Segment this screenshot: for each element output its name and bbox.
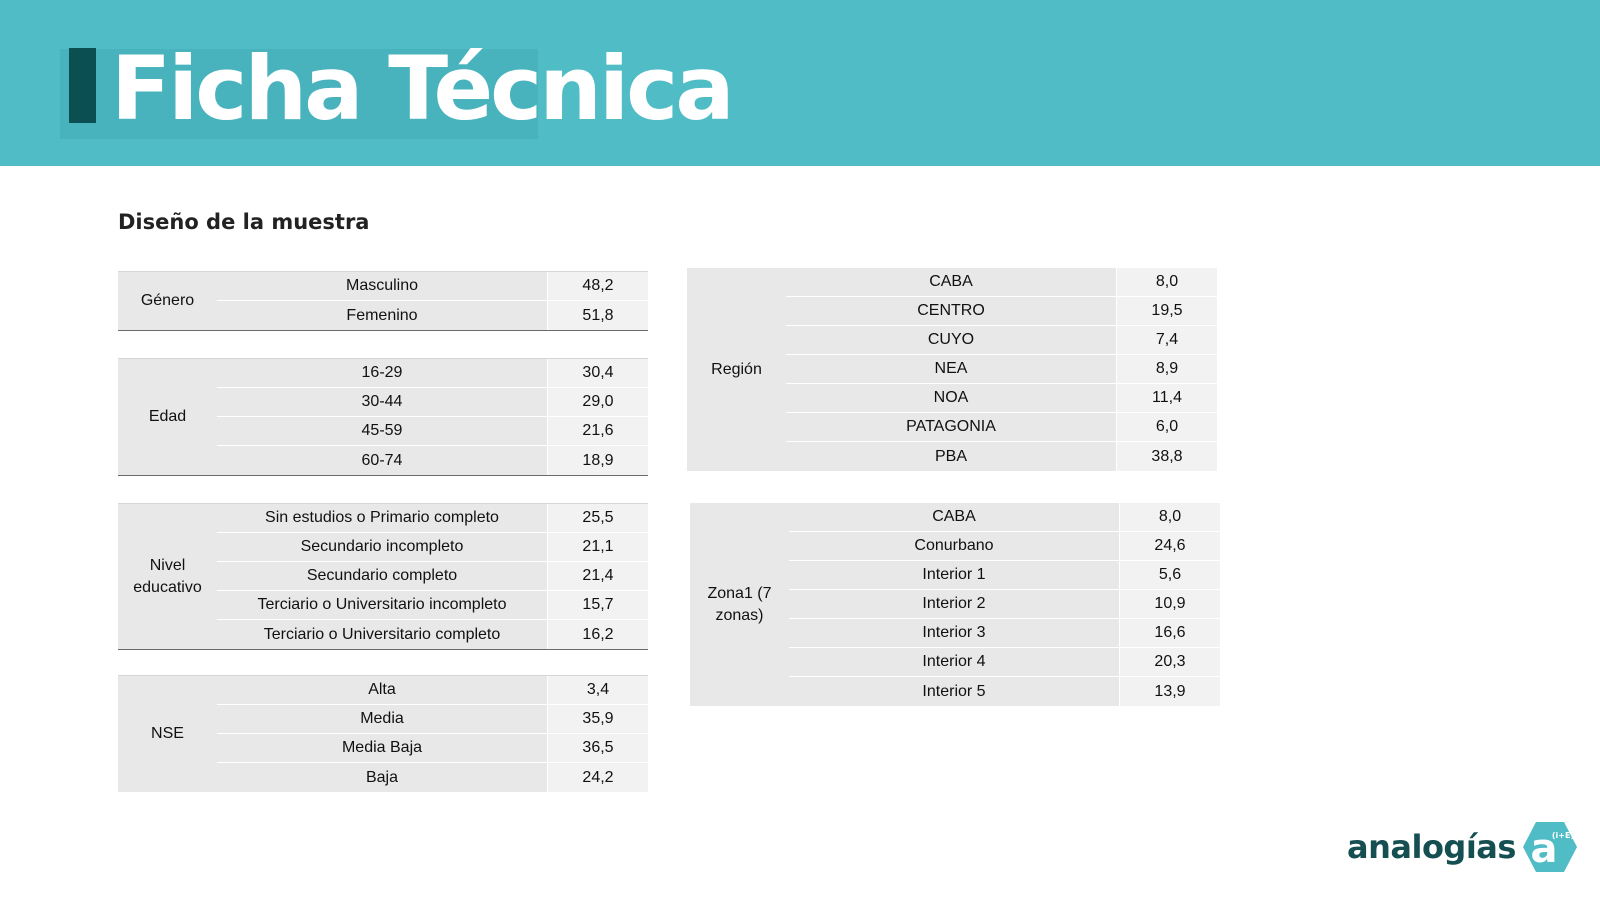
table-genero [118, 271, 648, 331]
table-row [217, 705, 648, 734]
table-row [217, 763, 648, 792]
table-row [786, 413, 1217, 442]
section-title: Diseño de la muestra [118, 210, 370, 234]
group-label: Género [118, 272, 217, 330]
category-cell: Conurbano [789, 532, 1119, 560]
table-row [217, 446, 648, 475]
table-row [217, 562, 648, 591]
category-cell: Masculino [217, 272, 547, 300]
category-cell: Secundario incompleto [217, 533, 547, 561]
category-cell: Media [217, 705, 547, 733]
value-cell: 16,6 [1119, 619, 1220, 647]
table-zona [690, 503, 1220, 706]
table-nivel-educativo [118, 503, 648, 650]
value-cell: 29,0 [547, 388, 648, 416]
category-cell: CABA [789, 503, 1119, 531]
group-label [118, 504, 217, 649]
value-cell: 6,0 [1116, 413, 1217, 441]
value-cell: 21,4 [547, 562, 648, 590]
value-cell: 30,4 [547, 359, 648, 387]
table-row [217, 272, 648, 301]
category-cell: Terciario o Universitario completo [217, 620, 547, 649]
table-rows [789, 503, 1220, 706]
group-label: Región [687, 268, 786, 471]
category-cell: 30-44 [217, 388, 547, 416]
table-row [217, 533, 648, 562]
group-label-line: educativo [133, 578, 202, 596]
value-cell: 20,3 [1119, 648, 1220, 676]
category-cell: Interior 1 [789, 561, 1119, 589]
value-cell: 24,6 [1119, 532, 1220, 560]
value-cell: 51,8 [547, 301, 648, 330]
table-row [786, 326, 1217, 355]
category-cell: Sin estudios o Primario completo [217, 504, 547, 532]
value-cell: 8,9 [1116, 355, 1217, 383]
category-cell: CUYO [786, 326, 1116, 354]
group-label [690, 503, 789, 706]
category-cell: PATAGONIA [786, 413, 1116, 441]
value-cell: 19,5 [1116, 297, 1217, 325]
category-cell: 16-29 [217, 359, 547, 387]
table-row [217, 388, 648, 417]
table-nse [118, 675, 648, 792]
category-cell: Secundario completo [217, 562, 547, 590]
category-cell: CABA [786, 268, 1116, 296]
value-cell: 15,7 [547, 591, 648, 619]
table-region [687, 268, 1217, 471]
value-cell: 25,5 [547, 504, 648, 532]
category-cell: Alta [217, 676, 547, 704]
table-row [789, 561, 1220, 590]
table-row [789, 590, 1220, 619]
table-rows [217, 272, 648, 330]
value-cell: 16,2 [547, 620, 648, 649]
value-cell: 8,0 [1119, 503, 1220, 531]
value-cell: 3,4 [547, 676, 648, 704]
table-row [786, 355, 1217, 384]
category-cell: NOA [786, 384, 1116, 412]
value-cell: 7,4 [1116, 326, 1217, 354]
value-cell: 21,6 [547, 417, 648, 445]
group-label-line: zonas) [715, 606, 764, 624]
group-label-line: Nivel [149, 556, 186, 574]
value-cell: 38,8 [1116, 442, 1217, 471]
logo-hexagon-icon [1522, 820, 1578, 874]
value-cell: 36,5 [547, 734, 648, 762]
table-row [217, 591, 648, 620]
group-label-line: Zona1 (7 [707, 584, 772, 602]
value-cell: 11,4 [1116, 384, 1217, 412]
table-row [217, 417, 648, 446]
category-cell: CENTRO [786, 297, 1116, 325]
category-cell: Femenino [217, 301, 547, 330]
value-cell: 5,6 [1119, 561, 1220, 589]
title-accent-bar [69, 48, 96, 123]
group-label: Edad [118, 359, 217, 475]
category-cell: 45-59 [217, 417, 547, 445]
table-row [217, 359, 648, 388]
table-row [786, 268, 1217, 297]
table-rows [217, 504, 648, 649]
value-cell: 48,2 [547, 272, 648, 300]
value-cell: 13,9 [1119, 677, 1220, 706]
category-cell: Interior 4 [789, 648, 1119, 676]
value-cell: 8,0 [1116, 268, 1217, 296]
value-cell: 35,9 [547, 705, 648, 733]
category-cell: Interior 2 [789, 590, 1119, 618]
table-row [786, 384, 1217, 413]
brand-logo [1347, 820, 1578, 874]
page-title: Ficha Técnica [111, 37, 732, 140]
table-row [789, 677, 1220, 706]
value-cell: 10,9 [1119, 590, 1220, 618]
table-row [789, 619, 1220, 648]
category-cell: PBA [786, 442, 1116, 471]
table-row [786, 442, 1217, 471]
table-row [217, 301, 648, 330]
table-row [789, 503, 1220, 532]
table-row [217, 620, 648, 649]
table-row [217, 734, 648, 763]
logo-mark-letter: a [1530, 826, 1558, 872]
value-cell: 21,1 [547, 533, 648, 561]
table-rows [217, 676, 648, 792]
category-cell: NEA [786, 355, 1116, 383]
category-cell: Baja [217, 763, 547, 792]
table-row [789, 648, 1220, 677]
category-cell: Terciario o Universitario incompleto [217, 591, 547, 619]
table-edad [118, 358, 648, 476]
category-cell: Media Baja [217, 734, 547, 762]
value-cell: 18,9 [547, 446, 648, 475]
category-cell: Interior 3 [789, 619, 1119, 647]
group-label: NSE [118, 676, 217, 792]
table-rows [217, 359, 648, 475]
value-cell: 24,2 [547, 763, 648, 792]
category-cell: Interior 5 [789, 677, 1119, 706]
table-row [217, 676, 648, 705]
table-row [789, 532, 1220, 561]
category-cell: 60-74 [217, 446, 547, 475]
table-rows [786, 268, 1217, 471]
logo-text: analogías [1347, 828, 1516, 866]
table-row [786, 297, 1217, 326]
table-row [217, 504, 648, 533]
logo-mark-superscript: (i+E) [1551, 831, 1575, 840]
